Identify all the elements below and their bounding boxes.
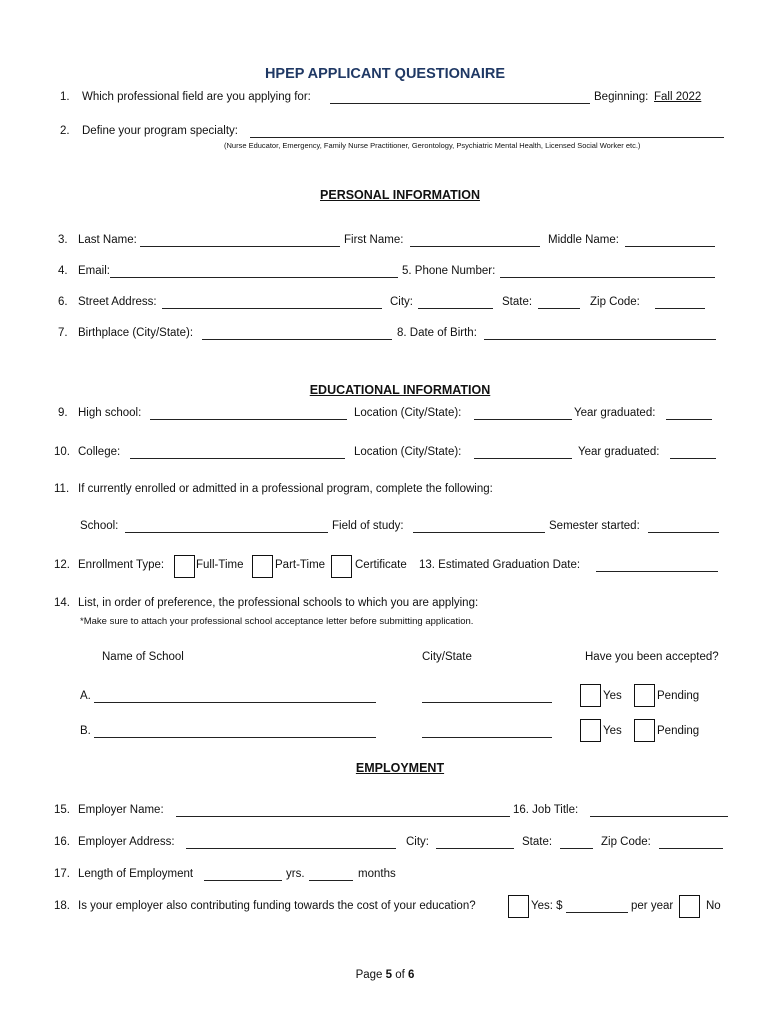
employer-state-label: State:: [522, 836, 553, 848]
q2-specialty-input[interactable]: [250, 137, 724, 138]
yrs-label: yrs.: [286, 868, 305, 880]
per-year-label: per year: [631, 900, 674, 912]
months-input[interactable]: [309, 880, 353, 881]
footer-total-pages: 6: [408, 969, 415, 981]
row-b-school-input[interactable]: [94, 737, 376, 738]
parttime-checkbox[interactable]: [252, 555, 273, 578]
zip-input[interactable]: [655, 308, 705, 309]
college-label: College:: [78, 446, 121, 458]
q4-number: 4.: [58, 265, 68, 277]
employer-address-label: Employer Address:: [78, 836, 175, 848]
college-year-label: Year graduated:: [578, 446, 660, 458]
page-title: HPEP APPLICANT QUESTIONAIRE: [264, 66, 506, 82]
city-label: City:: [390, 296, 413, 308]
state-input[interactable]: [538, 308, 580, 309]
footer-page-label: Page: [355, 969, 383, 981]
employer-city-label: City:: [406, 836, 429, 848]
first-name-input[interactable]: [410, 246, 540, 247]
q15-number: 15.: [54, 804, 70, 816]
employer-name-input[interactable]: [176, 816, 510, 817]
street-input[interactable]: [162, 308, 382, 309]
q7-number: 7.: [58, 327, 68, 339]
educational-info-heading: EDUCATIONAL INFORMATION: [309, 383, 491, 397]
row-b-pending-checkbox[interactable]: [634, 719, 655, 742]
middle-name-input[interactable]: [625, 246, 715, 247]
footer-of-label: of: [395, 969, 405, 981]
city-input[interactable]: [418, 308, 493, 309]
q2-hint: (Nurse Educator, Emergency, Family Nurse Practitioner, Gerontology, Psychiatric Mental Health, Licensed Social Worker etc.): [224, 141, 641, 150]
q12-number: 12.: [54, 559, 70, 571]
employment-length-label: Length of Employment: [78, 868, 194, 880]
row-a-school-input[interactable]: [94, 702, 376, 703]
email-label: Email:: [78, 265, 110, 277]
row-b-yes-checkbox[interactable]: [580, 719, 601, 742]
row-a-pending-checkbox[interactable]: [634, 684, 655, 707]
row-a-pending-label: Pending: [657, 690, 700, 702]
high-school-input[interactable]: [150, 419, 347, 420]
q10-number: 10.: [54, 446, 70, 458]
certificate-label: Certificate: [355, 559, 407, 571]
years-input[interactable]: [204, 880, 282, 881]
col-city-header: City/State: [422, 651, 472, 663]
field-of-study-input[interactable]: [413, 532, 545, 533]
page-footer: [0, 969, 770, 981]
enrollment-type-label: Enrollment Type:: [78, 559, 165, 571]
state-label: State:: [502, 296, 533, 308]
dob-label: 8. Date of Birth:: [397, 327, 477, 339]
first-name-label: First Name:: [344, 234, 404, 246]
parttime-label: Part-Time: [275, 559, 326, 571]
birthplace-input[interactable]: [202, 339, 392, 340]
row-a-city-input[interactable]: [422, 702, 552, 703]
field-of-study-label: Field of study:: [332, 520, 404, 532]
months-label: months: [358, 868, 396, 880]
row-b-letter: B.: [80, 725, 91, 737]
q3-number: 3.: [58, 234, 68, 246]
col-accepted-header: Have you been accepted?: [585, 651, 719, 663]
q9-number: 9.: [58, 407, 68, 419]
last-name-input[interactable]: [140, 246, 340, 247]
funding-yes-label: Yes: $: [531, 900, 563, 912]
col-school-header: Name of School: [102, 651, 184, 663]
row-b-city-input[interactable]: [422, 737, 552, 738]
dob-input[interactable]: [484, 339, 716, 340]
email-input[interactable]: [110, 277, 398, 278]
phone-input[interactable]: [500, 277, 715, 278]
q1-number: 1.: [60, 91, 70, 103]
fulltime-label: Full-Time: [196, 559, 244, 571]
school-label: School:: [80, 520, 119, 532]
row-b-yes-label: Yes: [603, 725, 622, 737]
row-a-yes-checkbox[interactable]: [580, 684, 601, 707]
funding-yes-checkbox[interactable]: [508, 895, 529, 918]
graduation-date-label: 13. Estimated Graduation Date:: [419, 559, 581, 571]
hs-year-label: Year graduated:: [574, 407, 656, 419]
phone-label: 5. Phone Number:: [402, 265, 496, 277]
semester-started-label: Semester started:: [549, 520, 640, 532]
employer-zip-input[interactable]: [659, 848, 723, 849]
job-title-label: 16. Job Title:: [513, 804, 579, 816]
college-input[interactable]: [130, 458, 345, 459]
q11-label: If currently enrolled or admitted in a professional program, complete the following:: [78, 483, 493, 495]
employer-city-input[interactable]: [436, 848, 514, 849]
middle-name-label: Middle Name:: [548, 234, 619, 246]
q1-field-input[interactable]: [330, 103, 590, 104]
funding-amount-input[interactable]: [566, 912, 628, 913]
hs-location-input[interactable]: [474, 419, 572, 420]
high-school-label: High school:: [78, 407, 142, 419]
row-a-yes-label: Yes: [603, 690, 622, 702]
q1-beginning-value: Fall 2022: [654, 91, 702, 103]
birthplace-label: Birthplace (City/State):: [78, 327, 194, 339]
q18-label: Is your employer also contributing funding towards the cost of your education?: [78, 900, 476, 912]
employer-name-label: Employer Name:: [78, 804, 164, 816]
employment-heading: EMPLOYMENT: [355, 761, 445, 775]
q14-note: *Make sure to attach your professional school acceptance letter before submitting application.: [80, 616, 474, 627]
q1-label: Which professional field are you applying for:: [82, 91, 311, 103]
fulltime-checkbox[interactable]: [174, 555, 195, 578]
q14-label: List, in order of preference, the professional schools to which you are applying:: [78, 597, 479, 609]
street-label: Street Address:: [78, 296, 157, 308]
q2-number: 2.: [60, 125, 70, 137]
q16-number: 16.: [54, 836, 70, 848]
hs-year-input[interactable]: [666, 419, 712, 420]
college-location-input[interactable]: [474, 458, 572, 459]
row-a-letter: A.: [80, 690, 91, 702]
certificate-checkbox[interactable]: [331, 555, 352, 578]
job-title-input[interactable]: [590, 816, 728, 817]
hs-location-label: Location (City/State):: [354, 407, 462, 419]
zip-label: Zip Code:: [590, 296, 640, 308]
q14-number: 14.: [54, 597, 70, 609]
funding-no-label: No: [706, 900, 721, 912]
employer-zip-label: Zip Code:: [601, 836, 651, 848]
graduation-date-input[interactable]: [596, 571, 718, 572]
semester-started-input[interactable]: [648, 532, 719, 533]
last-name-label: Last Name:: [78, 234, 137, 246]
college-year-input[interactable]: [670, 458, 716, 459]
college-location-label: Location (City/State):: [354, 446, 462, 458]
employer-state-input[interactable]: [560, 848, 593, 849]
footer-current-page: 5: [385, 969, 393, 981]
q2-label: Define your program specialty:: [82, 125, 238, 137]
row-b-pending-label: Pending: [657, 725, 700, 737]
q1-beginning-label: Beginning:: [594, 91, 649, 103]
school-input[interactable]: [125, 532, 328, 533]
q18-number: 18.: [54, 900, 70, 912]
q6-number: 6.: [58, 296, 68, 308]
funding-no-checkbox[interactable]: [679, 895, 700, 918]
q11-number: 11.: [54, 483, 70, 495]
employer-address-input[interactable]: [186, 848, 396, 849]
personal-info-heading: PERSONAL INFORMATION: [320, 188, 480, 202]
q17-number: 17.: [54, 868, 70, 880]
